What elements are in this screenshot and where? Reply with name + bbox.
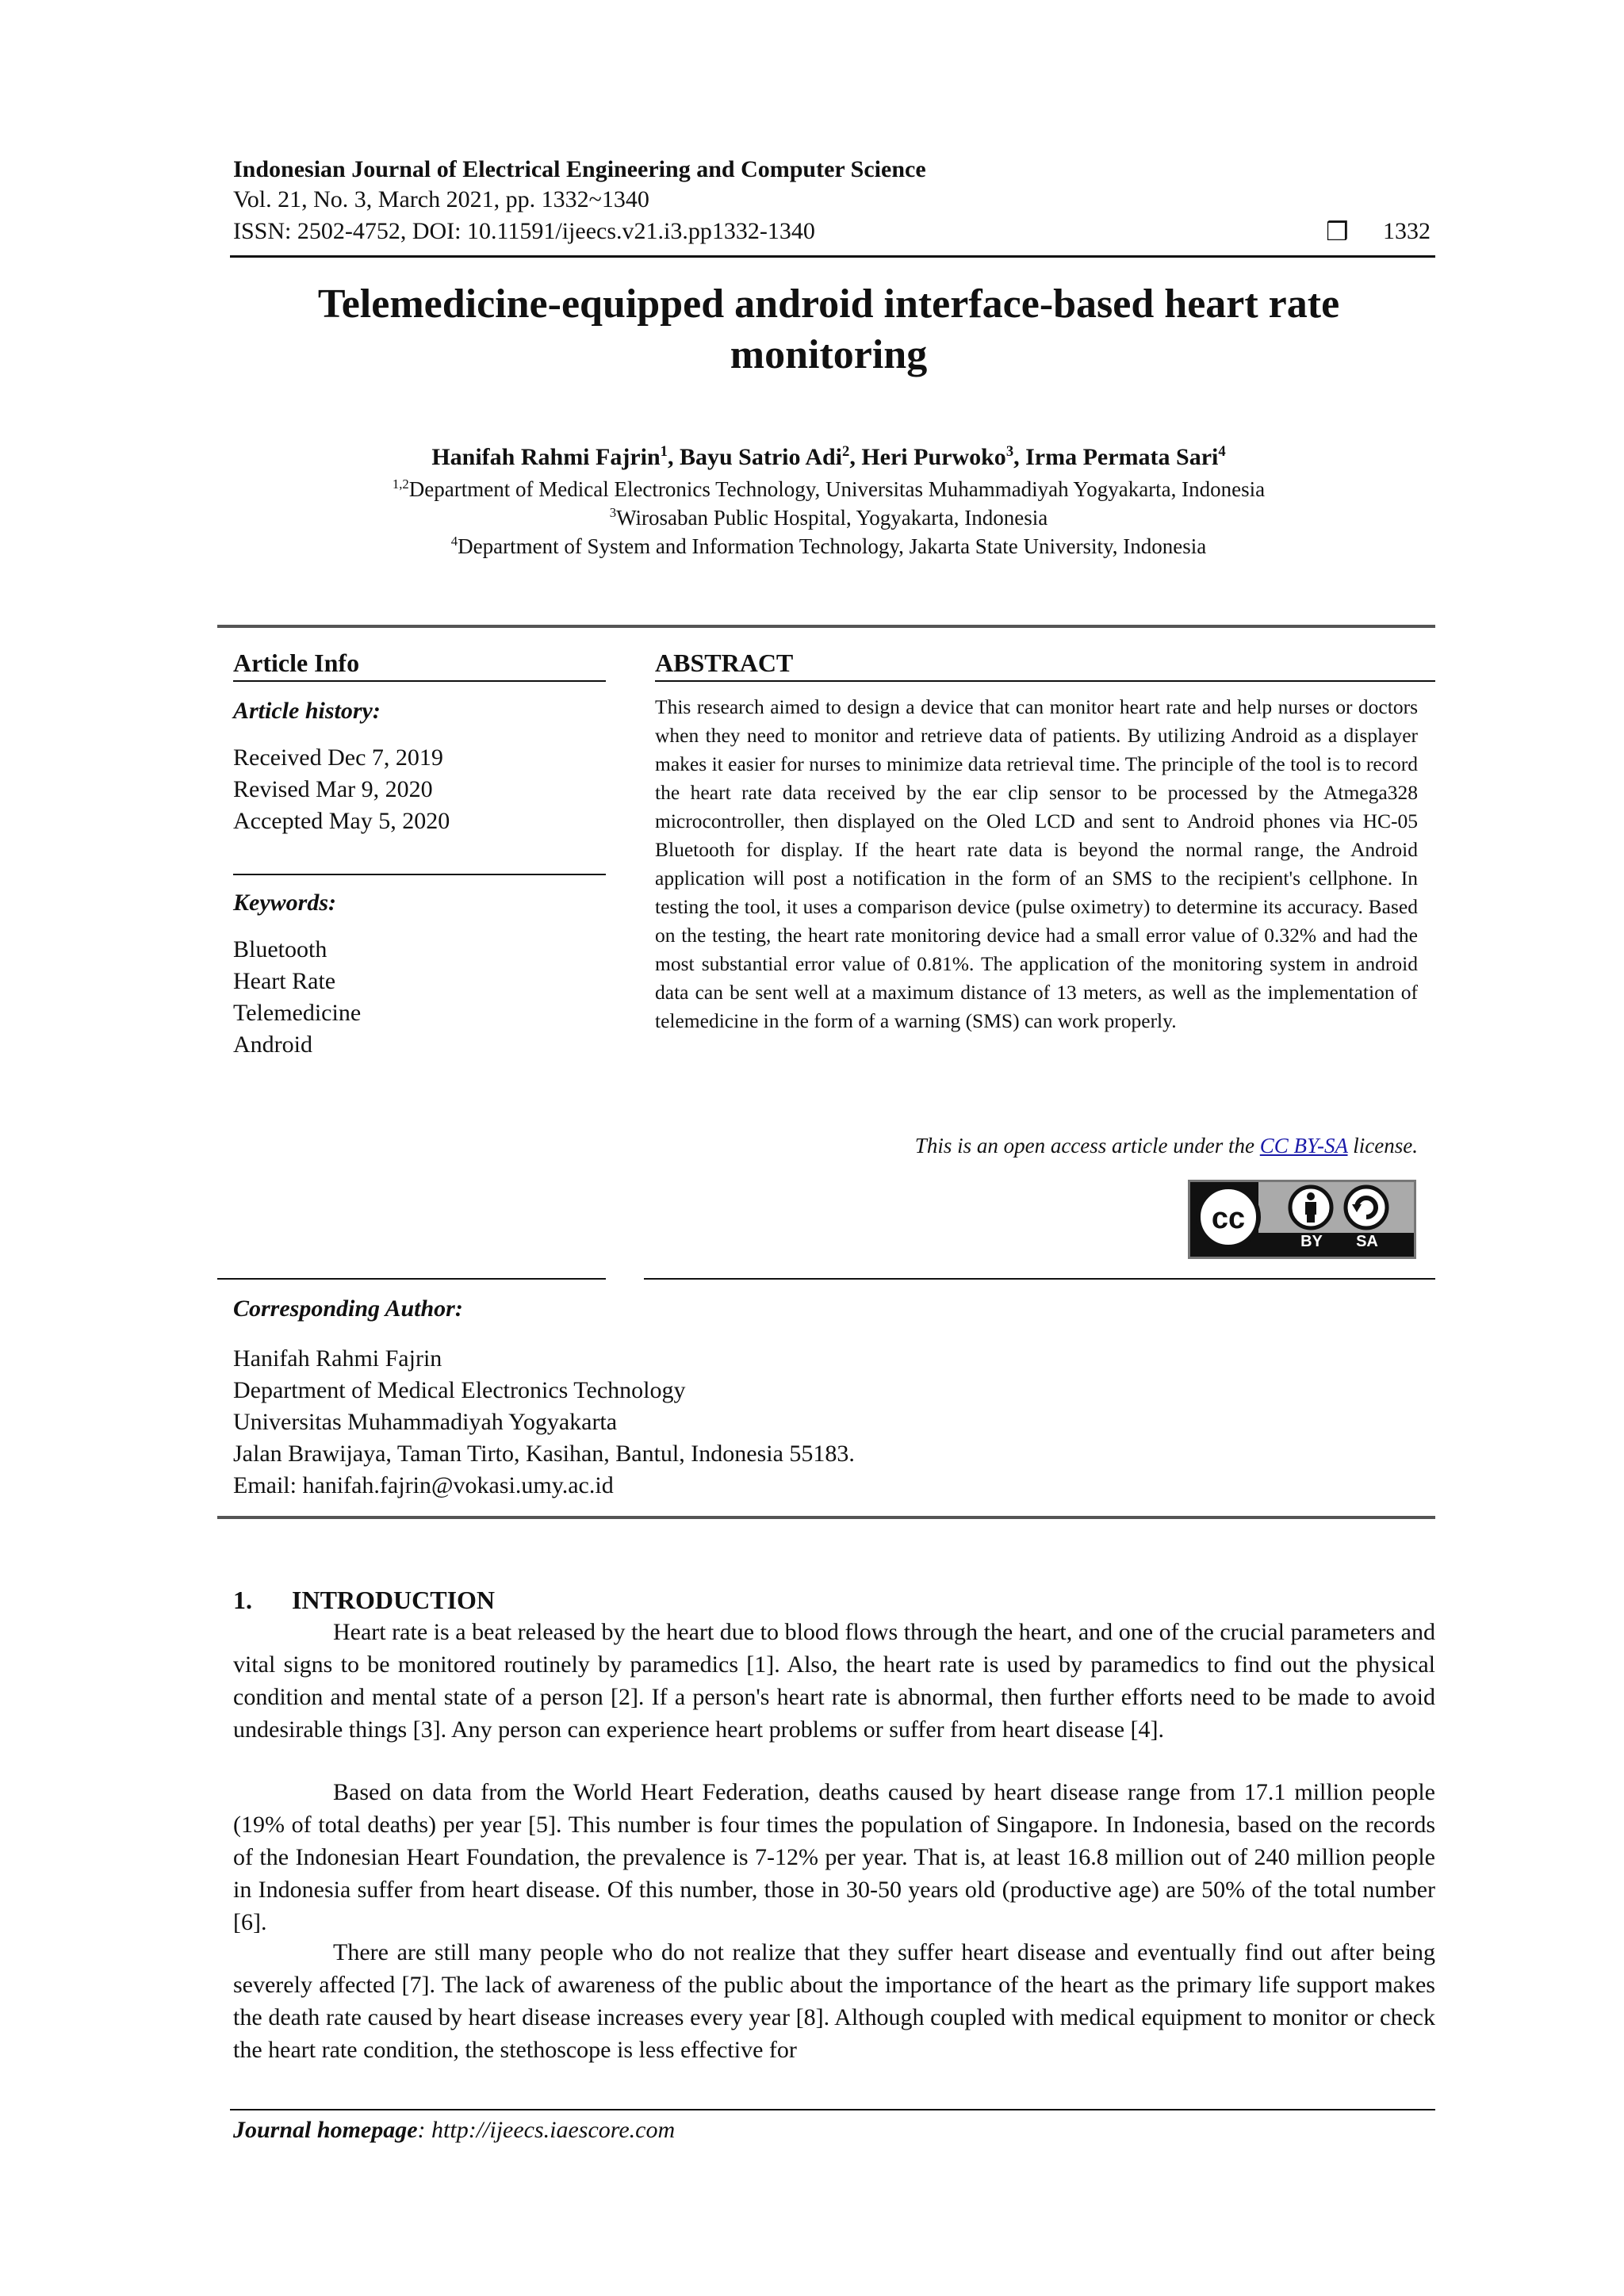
corresponding-department: Department of Medical Electronics Technology — [233, 1377, 686, 1403]
corresponding-bottom-rule — [217, 1516, 1435, 1519]
keyword-4: Android — [233, 1031, 312, 1058]
paper-title — [206, 279, 1451, 381]
author-1: Hanifah Rahmi Fajrin$^1$ — [431, 443, 668, 470]
article-info-rule — [233, 680, 606, 682]
title-line-1: Telemedicine-equipped android interface-based heart rate — [317, 281, 1340, 327]
author-2: Bayu Satrio Adi$^2$ — [679, 443, 850, 470]
footer-label: Journal homepage — [233, 2117, 418, 2143]
info-top-rule — [217, 625, 1435, 628]
share-alike-icon — [1346, 1187, 1387, 1228]
title-line-2: monitoring — [730, 332, 928, 377]
affiliation-1: $^{1,2}$Department of Medical Electronics Technology, Universitas Muhammadiyah Yogyakarta, Indonesia — [392, 476, 1266, 501]
journal-issn: ISSN: 2502-4752, DOI: 10.11591/ijeecs.v21.i3.pp1332-1340 — [233, 218, 815, 244]
keyword-3: Telemedicine — [233, 1000, 362, 1026]
footer: Journal homepage: http://ijeecs.iaescore.com — [233, 2117, 676, 2143]
cc-sa-label: SA — [1356, 1233, 1378, 1250]
header-rule — [230, 255, 1435, 258]
author-3: Heri Purwoko$^3$ — [861, 443, 1014, 470]
author-list: Hanifah Rahmi Fajrin$^1$, Bayu Satrio Adi$^2$, Heri Purwoko$^3$, Irma Permata Sari$^4$ — [431, 443, 1226, 470]
article-history-heading: Article history: — [233, 698, 381, 724]
section-number: 1. — [233, 1586, 252, 1614]
accepted-date: Accepted May 5, 2020 — [233, 808, 450, 834]
license-link[interactable]: CC BY-SA — [1259, 1134, 1348, 1158]
cc-icon — [1198, 1187, 1258, 1247]
affiliation-2: $^3$Wirosaban Public Hospital, Yogyakarta, Indonesia — [609, 505, 1048, 530]
keyword-2: Heart Rate — [233, 968, 336, 994]
abstract-heading: ABSTRACT — [655, 649, 794, 677]
page-number: 1332 — [1383, 218, 1431, 244]
corresponding-university: Universitas Muhammadiyah Yogyakarta — [233, 1409, 618, 1435]
abstract-rule — [655, 680, 1435, 682]
keywords-rule — [233, 874, 606, 875]
revised-date: Revised Mar 9, 2020 — [233, 776, 433, 802]
journal-name: Indonesian Journal of Electrical Engineering and Computer Science — [233, 156, 926, 182]
intro-paragraph-3: There are still many people who do not realize that they suffer heart disease and eventually find out after being severely affected [7]. The lack of awareness of the public about the importance of the heart as the primary life support makes the death rate caused by heart disease increases every year [8]. Although coupled with medical equipment to monitor or check the heart rate condition, the stethoscope is less effective for — [233, 1939, 1435, 2063]
info-bottom-rule-right — [644, 1278, 1435, 1280]
footer-rule — [230, 2109, 1435, 2110]
affiliation-3: $^4$Department of System and Information Technology, Jakarta State University, Indonesia — [450, 534, 1207, 558]
received-date: Received Dec 7, 2019 — [233, 744, 443, 771]
abstract-text: This research aimed to design a device that can monitor heart rate and help nurses or doctors when they need to monitor and retrieve data of patients. By utilizing Android as a displayer makes it easier for nurses to minimize data retrieval time. The principle of the tool is to record the heart rate data received by the ear clip sensor to be processed by the Atmega328 microcontroller, then displayed on the Oled LCD and sent to Android phones via HC-05 Bluetooth for display. If the heart rate data is beyond the normal range, the Android application will post a notification in the form of an SMS to the recipient's cellphone. In testing the tool, it uses a comparison device (pulse oximetry) to determine its accuracy. Based on the testing, the heart rate monitoring device had a small error value of 0.32% and had the most substantial error value of 0.81%. The application of the monitoring system in android data can be sent well at a maximum distance of 13 meters, as well as the implementation of telemedicine in the form of a warning (SMS) can work properly. — [655, 695, 1418, 1032]
corresponding-address: Jalan Brawijaya, Taman Tirto, Kasihan, Bantul, Indonesia 55183. — [233, 1441, 855, 1467]
cc-by-label: BY — [1300, 1233, 1323, 1250]
author-4: Irma Permata Sari$^4$ — [1025, 443, 1226, 470]
corresponding-name: Hanifah Rahmi Fajrin — [233, 1345, 442, 1372]
intro-paragraph-2: Based on data from the World Heart Federation, deaths caused by heart disease range from 17.1 million people (19% of total deaths) per year [5]. This number is four times the population of Singapore. In Indonesia, based on the records of the Indonesian Heart Foundation, the prevalence is 7-12% per year. That is, at least 16.8 million out of 240 million people in Indonesia suffer from heart disease. Of this number, those in 30-50 years old (productive age) are 50% of the total number [6]. — [233, 1779, 1435, 1935]
info-bottom-rule-left — [217, 1278, 606, 1280]
keywords-heading: Keywords: — [233, 890, 336, 916]
journal-homepage-link[interactable]: http://ijeecs.iaescore.com — [431, 2117, 676, 2143]
corresponding-heading: Corresponding Author: — [233, 1295, 463, 1322]
corresponding-email: Email: hanifah.fajrin@vokasi.umy.ac.id — [233, 1472, 614, 1498]
keyword-1: Bluetooth — [233, 936, 327, 962]
svg-text:cc: cc — [1211, 1202, 1246, 1235]
box-icon: ❒ — [1326, 217, 1349, 246]
intro-paragraph-1: Heart rate is a beat released by the heart due to blood flows through the heart, and one of the crucial parameters and vital signs to be monitored routinely by paramedics [1]. Also, the heart rate is used by paramedics to find out the physical condition and mental state of a person [2]. If a person's heart rate is abnormal, then further efforts need to be made to avoid undesirable things [3]. Any person can experience heart problems or suffer from heart disease [4]. — [233, 1619, 1435, 1743]
article-info-heading: Article Info — [233, 649, 360, 677]
section-heading — [233, 1586, 495, 1615]
attribution-icon — [1290, 1187, 1331, 1228]
journal-volume: Vol. 21, No. 3, March 2021, pp. 1332~1340 — [233, 186, 649, 212]
cc-by-sa-badge[interactable] — [1188, 1180, 1416, 1259]
license-line: This is an open access article under the CC BY-SA license. — [914, 1134, 1418, 1158]
section-title: INTRODUCTION — [292, 1586, 496, 1614]
